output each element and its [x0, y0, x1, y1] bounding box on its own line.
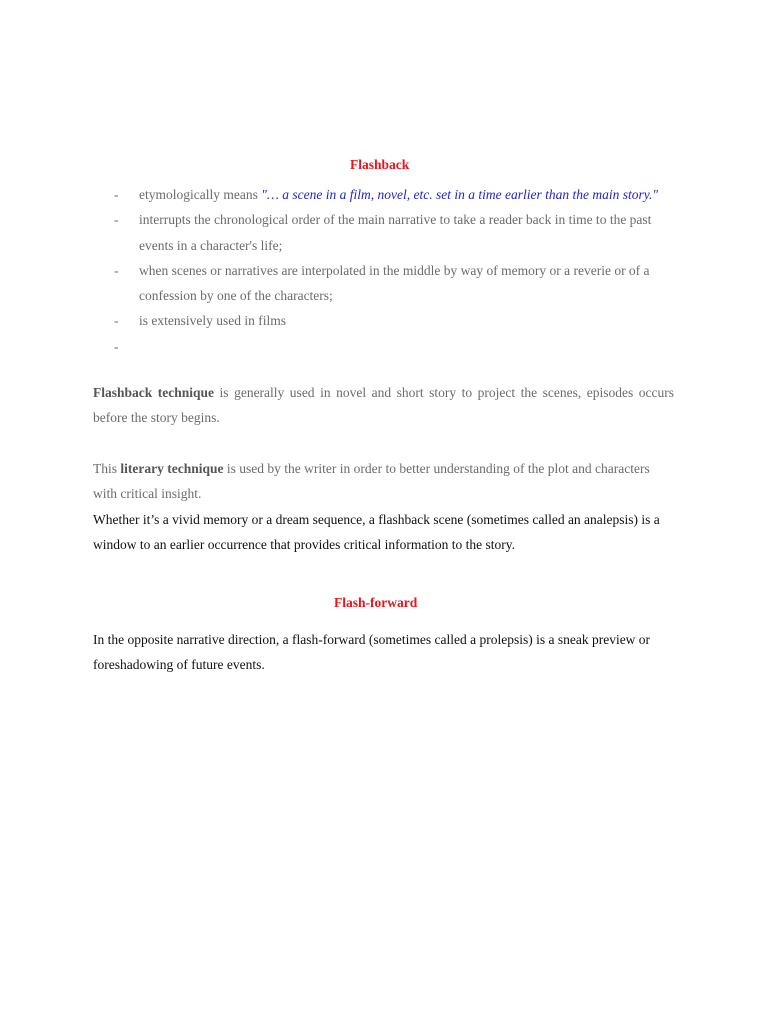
bullet-text: is extensively used in films [139, 313, 286, 329]
paragraph-text: is used by the writer in order to better understanding of the plot and characters with critical insight. [93, 461, 650, 502]
heading-flashforward: Flash-forward [334, 595, 418, 610]
bullet-dash: - [114, 212, 119, 228]
bold-term: Flashback technique [93, 385, 215, 400]
list-item [114, 258, 674, 309]
bullet-prefix-text: etymologically means [139, 187, 262, 202]
paragraph-lead: This [93, 461, 121, 476]
paragraph-prolepsis: In the opposite narrative direction, a flash-forward (sometimes called a prolepsis) is a sneak preview or foreshadowing of future events. [93, 632, 651, 673]
list-item [114, 334, 674, 359]
bold-term: literary technique [120, 461, 224, 476]
list-item [114, 207, 674, 258]
bullet-dash: - [114, 338, 119, 354]
paragraph-text: is generally used in novel and short story to project the scenes, episodes occurs before the story begins. [93, 385, 674, 426]
bullet-text: interrupts the chronological order of the main narrative to take a reader back in time to the past events in a character's life; [139, 212, 652, 253]
etymology-quote: "… a scene in a film, novel, etc. set in a time earlier than the main story." [261, 187, 658, 202]
bullet-text [139, 339, 142, 354]
paragraph-analepsis: Whether it’s a vivid memory or a dream sequence, a flashback scene (sometimes called an analepsis) is a window to an earlier occurrence that provides critical information to the story. [93, 512, 660, 553]
heading-flashback: Flashback [350, 157, 410, 172]
paragraph-flashback-technique [93, 380, 674, 431]
list-item [114, 308, 674, 333]
bullet-dash: - [114, 262, 119, 278]
bullet-dash: - [114, 187, 119, 202]
bullet-text: when scenes or narratives are interpolated in the middle by way of memory or a reverie or of a confession by one of the characters; [139, 262, 650, 304]
flashback-bullet-list [114, 182, 674, 359]
bullet-dash: - [114, 313, 119, 329]
paragraph-literary-technique [93, 456, 674, 507]
list-item [114, 182, 674, 207]
